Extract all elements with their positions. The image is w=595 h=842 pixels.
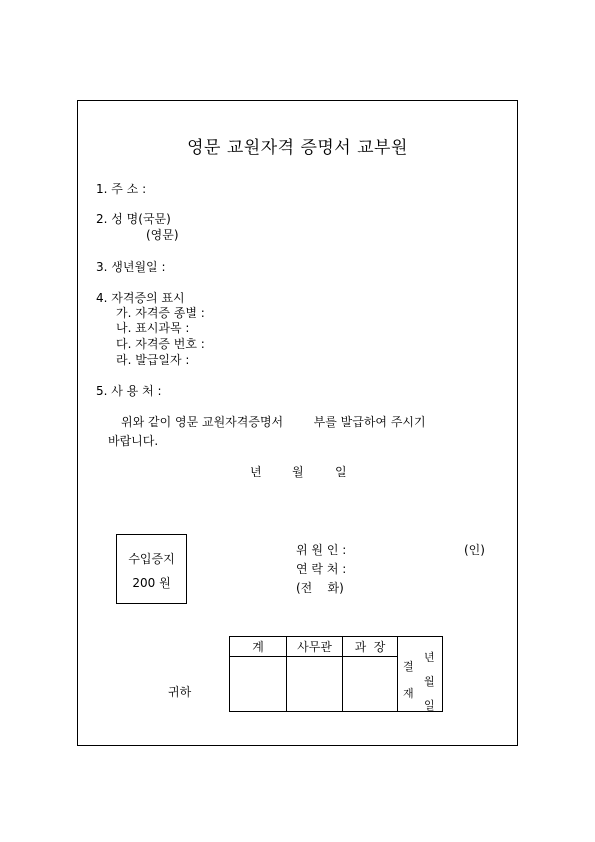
recipient-label: 귀하 xyxy=(168,685,192,699)
approval-header-officer: 사무관 xyxy=(287,637,343,657)
approval-side-month: 월 xyxy=(424,675,435,688)
request-text-line1: 위와 같이 영문 교원자격증명서 부를 발급하여 주시기 xyxy=(121,415,426,429)
stamp-label: 수입증지 xyxy=(128,552,175,566)
approval-side-year: 년 xyxy=(424,651,435,664)
date-month-label: 월 xyxy=(292,465,304,479)
approval-side-gyeol: 결 xyxy=(403,660,414,673)
form-title: 영문 교원자격 증명서 교부원 xyxy=(187,138,408,158)
applicant-delegate-label: 위 원 인 : xyxy=(296,543,347,557)
applicant-seal-mark: (인) xyxy=(464,543,485,557)
approval-header-staff: 계 xyxy=(230,637,287,657)
field-usage: 5. 사 용 처 : xyxy=(96,384,162,398)
approval-table xyxy=(229,636,443,712)
field-cert-date: 라. 발급일자 : xyxy=(116,353,190,367)
approval-sign-chief[interactable] xyxy=(343,657,398,712)
applicant-phone-label: (전 화) xyxy=(296,581,344,595)
approval-sign-officer[interactable] xyxy=(287,657,343,712)
form-frame xyxy=(77,100,518,746)
stamp-amount: 200 원 xyxy=(132,576,171,590)
field-name-english: (영문) xyxy=(146,228,179,242)
field-name-korean: 2. 성 명(국문) xyxy=(96,212,171,226)
approval-header-chief: 과 장 xyxy=(343,637,398,657)
date-day-label: 일 xyxy=(335,465,347,479)
field-address: 1. 주 소 : xyxy=(96,182,147,196)
request-text-line2: 바랍니다. xyxy=(108,434,159,448)
field-cert-subject: 나. 표시과목 : xyxy=(116,321,190,335)
approval-sign-staff[interactable] xyxy=(230,657,287,712)
field-cert-number: 다. 자격증 번호 : xyxy=(116,337,205,351)
date-year-label: 년 xyxy=(250,465,262,479)
field-cert-header: 4. 자격증의 표시 xyxy=(96,291,185,305)
approval-side-cell xyxy=(398,637,443,712)
approval-side-day: 일 xyxy=(424,699,435,712)
field-birthdate: 3. 생년월일 : xyxy=(96,260,166,274)
approval-side-jae: 재 xyxy=(403,687,414,700)
revenue-stamp-box xyxy=(116,534,187,604)
applicant-contact-label: 연 락 처 : xyxy=(296,562,347,576)
field-cert-type: 가. 자격증 종별 : xyxy=(116,306,205,320)
